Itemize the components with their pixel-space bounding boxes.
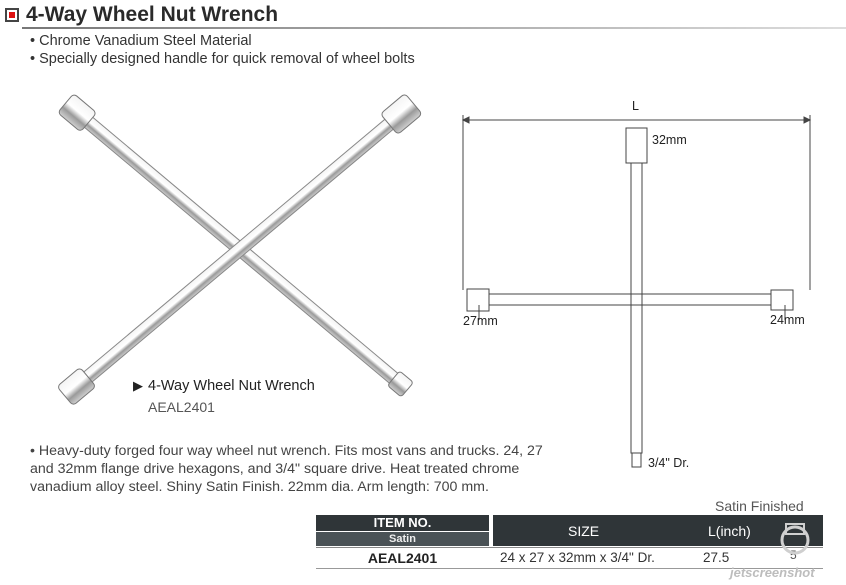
table-cell-item: AEAL2401 xyxy=(367,550,438,566)
finish-label: Satin Finished xyxy=(715,498,804,514)
description-bullet-icon: • xyxy=(30,443,39,459)
dimension-top-label: 32mm xyxy=(652,133,687,147)
column-length: L(inch) xyxy=(708,523,751,539)
column-item-no: ITEM NO. xyxy=(316,515,489,531)
product-model: AEAL2401 xyxy=(148,399,215,415)
table-header-specs xyxy=(493,515,823,546)
dimension-right-label: 24mm xyxy=(770,313,805,327)
feature-item: • Specially designed handle for quick removal of wheel bolts xyxy=(30,51,415,67)
feature-item: • Chrome Vanadium Steel Material xyxy=(30,33,252,49)
watermark-text: jetscreenshot xyxy=(730,565,815,580)
page-title: 4-Way Wheel Nut Wrench xyxy=(26,3,279,26)
table-header-item xyxy=(316,515,489,546)
product-caption xyxy=(133,378,315,394)
description-text: Heavy-duty forged four way wheel nut wrench. Fits most vans and trucks. 24, 27 and 32mm flange drive hexagons, and 3/4" square drive. Heat treated chrome vanadium alloy steel. Shiny Satin Finish. 22mm dia. Arm length: 700 mm. xyxy=(30,443,543,495)
dimension-diagram xyxy=(455,95,840,475)
product-caption-text: 4-Way Wheel Nut Wrench xyxy=(148,378,315,394)
table-cell-length: 27.5 xyxy=(703,550,730,565)
play-arrow-icon: ▶ xyxy=(133,378,143,393)
column-item-finish: Satin xyxy=(316,532,489,546)
title-marker-icon xyxy=(5,8,19,22)
table-divider xyxy=(316,547,823,548)
watermark-icon xyxy=(778,520,812,560)
table-cell-size: 24 x 27 x 32mm x 3/4" Dr. xyxy=(500,550,655,565)
dimension-drive-label: 3/4" Dr. xyxy=(648,456,690,470)
title-divider xyxy=(22,27,846,29)
column-size: SIZE xyxy=(568,523,600,539)
dimension-left-label: 27mm xyxy=(463,314,498,328)
dimension-length-label: L xyxy=(632,99,639,113)
table-cell-qty: 5 xyxy=(790,548,797,562)
wrench-photo xyxy=(50,85,430,420)
